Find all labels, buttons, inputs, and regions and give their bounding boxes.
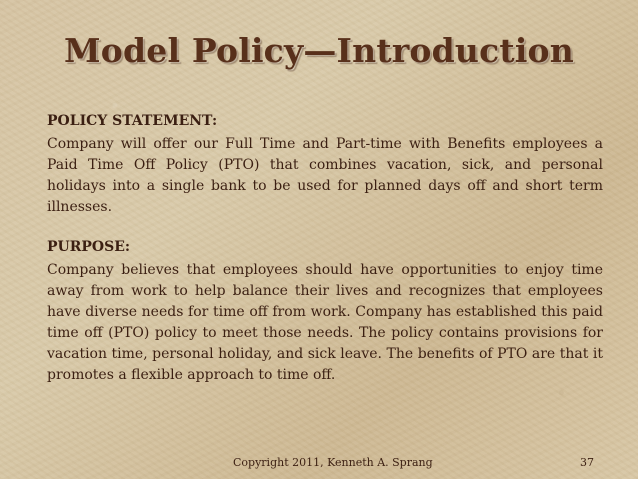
purpose-text: Company believes that employees should have opportunities to enjoy time away from work to help balance their lives and recognizes that employees have diverse needs for time off from work. Company has established this paid time off (PTO) policy to meet those needs. The policy contains provisions for vacation time, personal holiday, and sick leave. The benefits of PTO are that it promotes a flexible approach to time off.: [47, 262, 603, 383]
policy-statement-text: Company will offer our Full Time and Part-time with Benefits employees a Paid Time Off Policy (PTO) that combines vacation, sick, and personal holidays into a single bank to be used for planned days off and short term illnesses.: [47, 136, 603, 215]
policy-statement-heading: POLICY STATEMENT:: [47, 113, 218, 129]
page-number: 37: [580, 456, 594, 469]
slide-title: Model Policy—Introduction: [64, 31, 574, 70]
section-spacer: [47, 218, 603, 237]
policy-statement-section: [47, 111, 603, 218]
purpose-section: [47, 237, 603, 386]
purpose-heading: PURPOSE:: [47, 239, 131, 255]
copyright-notice: Copyright 2011, Kenneth A. Sprang: [233, 456, 433, 469]
slide-footer: [0, 456, 638, 472]
slide-content: [47, 111, 603, 386]
